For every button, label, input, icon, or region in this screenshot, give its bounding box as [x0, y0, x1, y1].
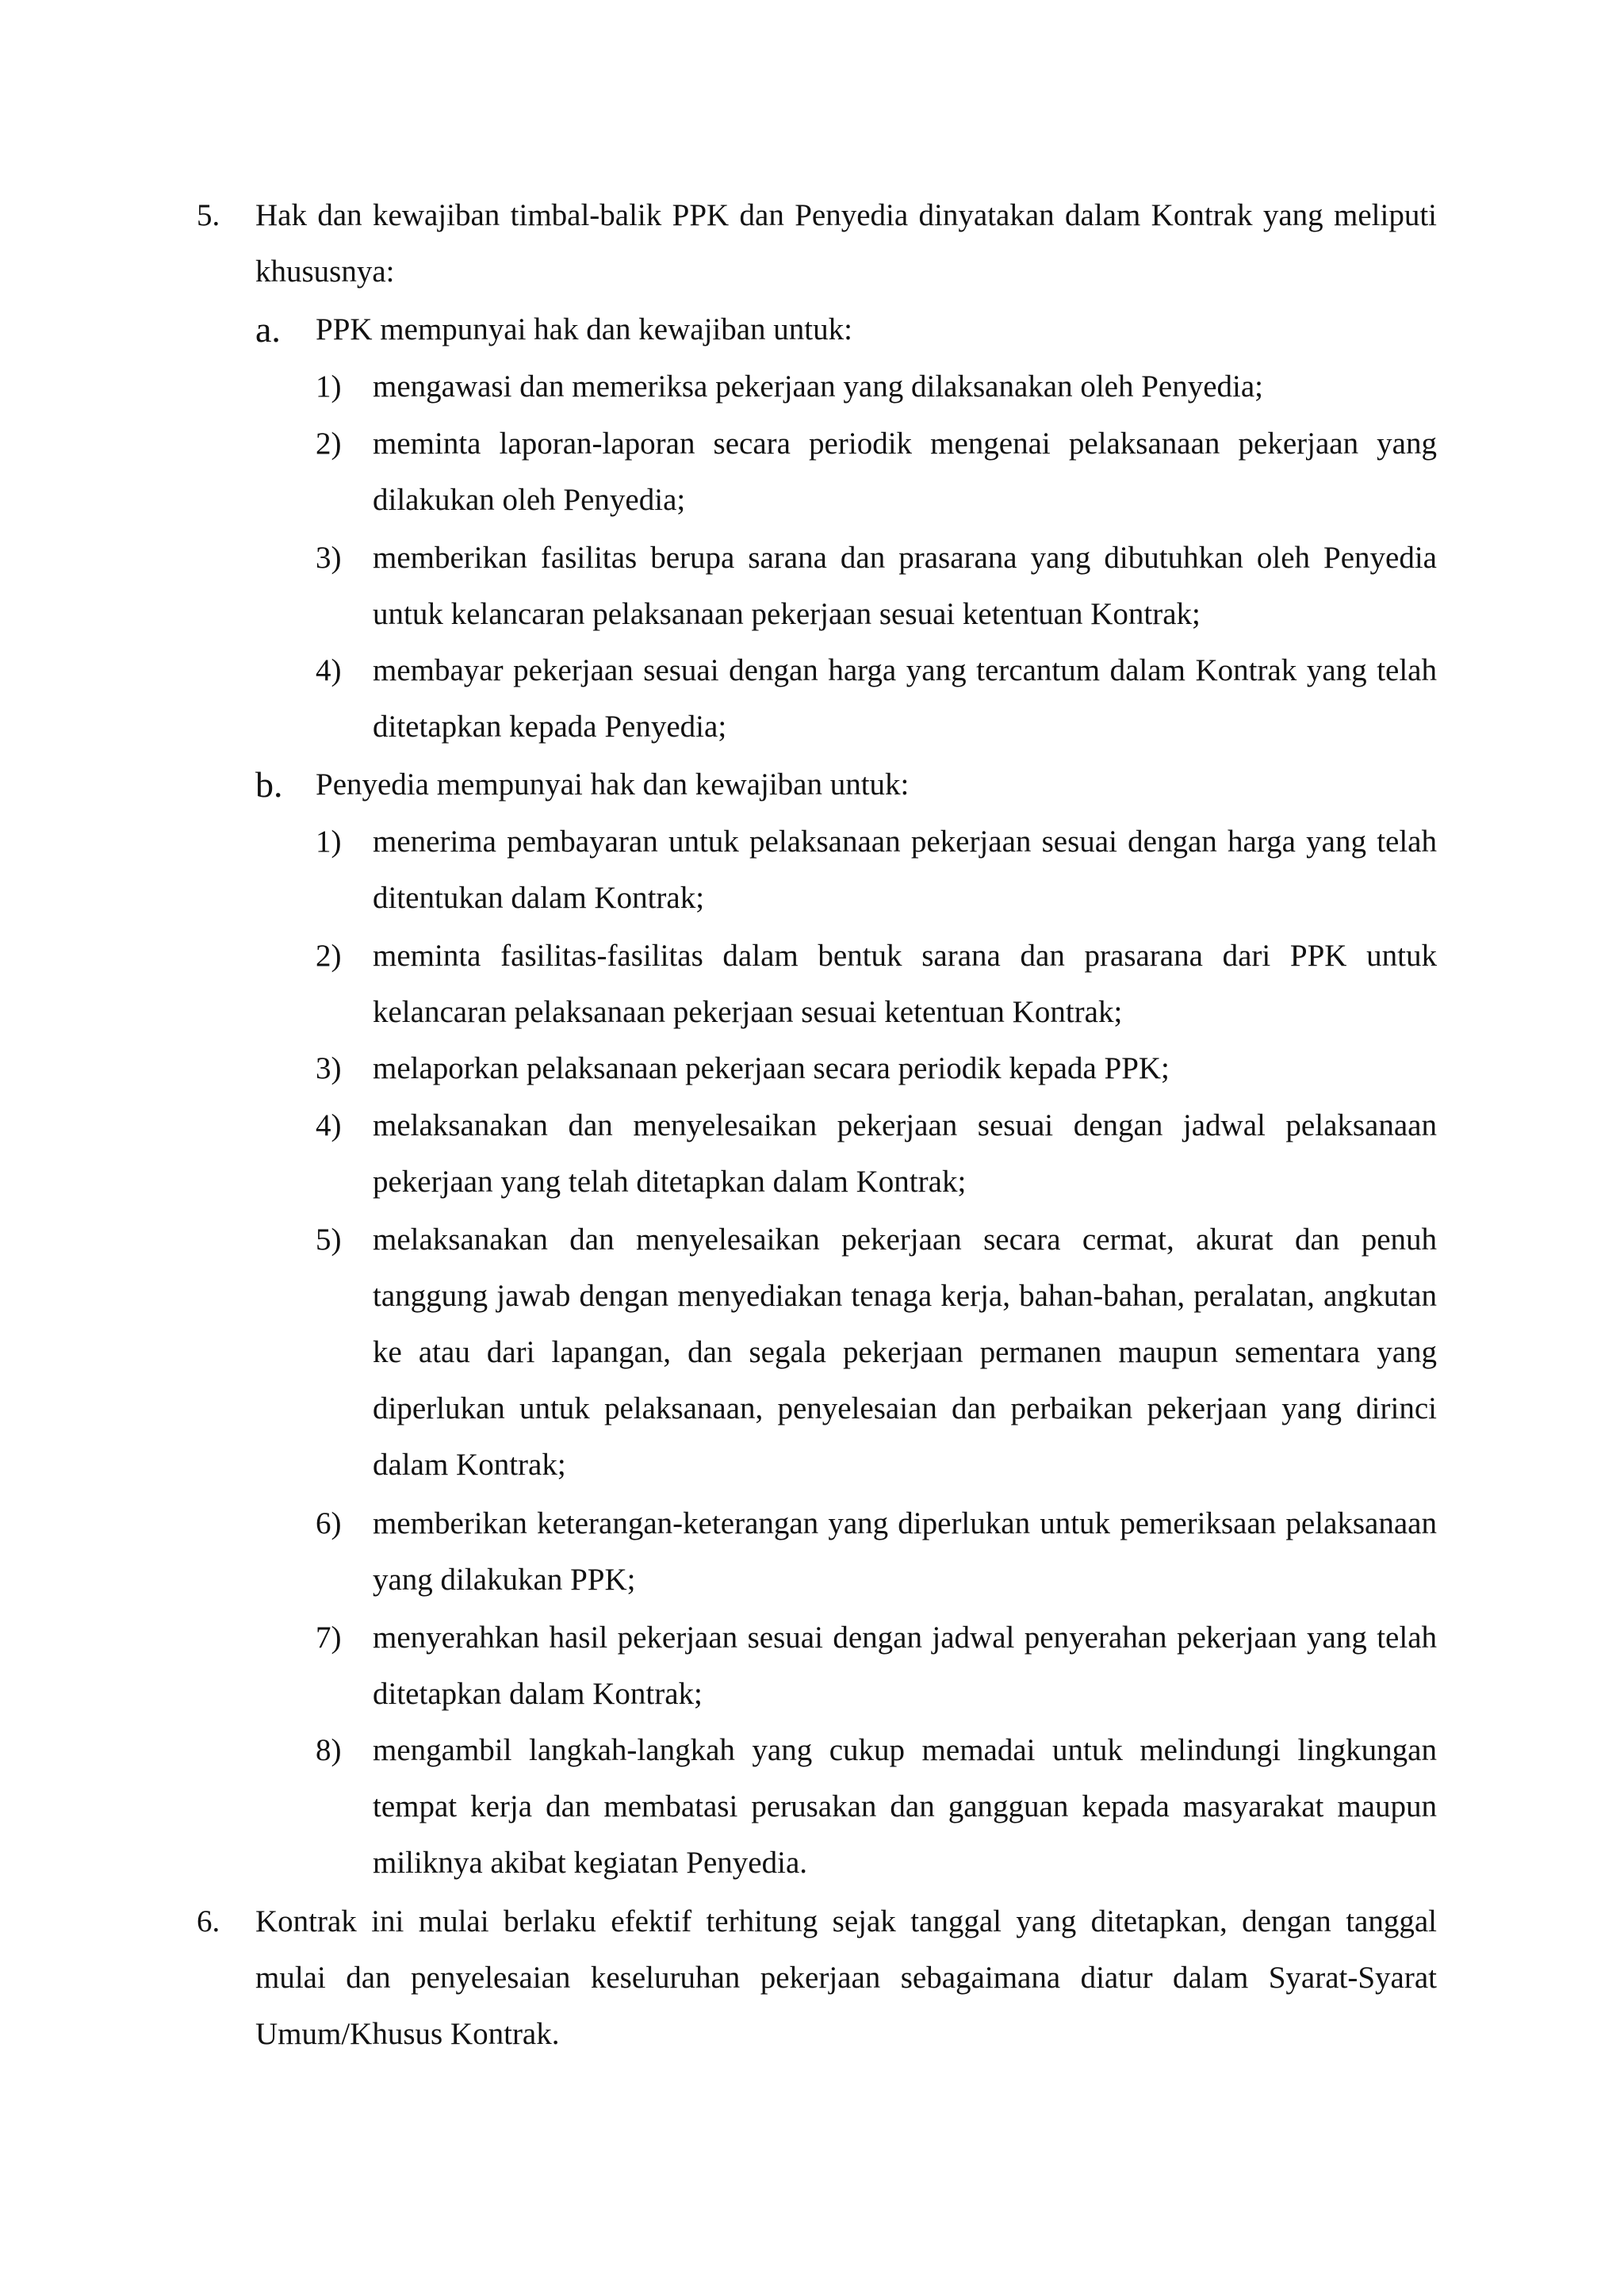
subitem-letter: b. — [255, 764, 283, 805]
subitem-text: PPK mempunyai hak dan kewajiban untuk: — [316, 312, 852, 346]
point-text: membayar pekerjaan sesuai dengan harga yang tercantum dalam Kontrak yang telah ditetapkan kepada Penyedia; — [373, 653, 1437, 744]
point-number: 3) — [316, 1051, 342, 1085]
point-text: melaporkan pelaksanaan pekerjaan secara periodik kepada PPK; — [373, 1051, 1170, 1085]
item-number: 5. — [197, 198, 220, 232]
item-text: Hak dan kewajiban timbal-balik PPK dan Penyedia dinyatakan dalam Kontrak yang meliputi khususnya: — [255, 198, 1437, 289]
point-text: memberikan keterangan-keterangan yang diperlukan untuk pemeriksaan pelaksanaan yang dilakukan PPK; — [373, 1506, 1437, 1597]
point-number: 7) — [316, 1621, 342, 1655]
point-number: 4) — [316, 653, 342, 687]
point-text: meminta fasilitas-fasilitas dalam bentuk sarana dan prasarana dari PPK untuk kelancaran pelaksanaan pekerjaan sesuai ketentuan Kontrak; — [373, 939, 1437, 1029]
point-text: melaksanakan dan menyelesaikan pekerjaan secara cermat, akurat dan penuh tanggung jawab dengan menyediakan tenaga kerja, bahan-bahan, peralatan, angkutan ke atau dari lapangan, dan segala pekerjaan permanen maupun sementara yang diperlukan untuk pelaksanaan, penyelesaian dan perbaikan pekerjaan yang dirinci dalam Kontrak; — [373, 1223, 1437, 1482]
point-text: menerima pembayaran untuk pelaksanaan pekerjaan sesuai dengan harga yang telah ditentukan dalam Kontrak; — [373, 825, 1437, 915]
point-number: 2) — [316, 427, 342, 461]
point-text: memberikan fasilitas berupa sarana dan prasarana yang dibutuhkan oleh Penyedia untuk kelancaran pelaksanaan pekerjaan sesuai ketentuan Kontrak; — [373, 541, 1437, 631]
subitem-letter: a. — [255, 309, 281, 350]
point-text: meminta laporan-laporan secara periodik mengenai pelaksanaan pekerjaan yang dilakukan oleh Penyedia; — [373, 427, 1437, 517]
point-text: mengambil langkah-langkah yang cukup memadai untuk melindungi lingkungan tempat kerja dan membatasi perusakan dan gangguan kepada masyarakat maupun miliknya akibat kegiatan Penyedia. — [373, 1733, 1437, 1880]
point-number: 6) — [316, 1506, 342, 1540]
point-text: menyerahkan hasil pekerjaan sesuai dengan jadwal penyerahan pekerjaan yang telah ditetapkan dalam Kontrak; — [373, 1621, 1437, 1711]
point-number: 5) — [316, 1223, 342, 1257]
point-text: mengawasi dan memeriksa pekerjaan yang dilaksanakan oleh Penyedia; — [373, 369, 1264, 404]
item-number: 6. — [197, 1904, 220, 1938]
point-number: 8) — [316, 1733, 342, 1767]
subitem-text: Penyedia mempunyai hak dan kewajiban untuk: — [316, 767, 910, 802]
point-number: 1) — [316, 369, 342, 404]
point-number: 4) — [316, 1108, 342, 1142]
item-text: Kontrak ini mulai berlaku efektif terhitung sejak tanggal yang ditetapkan, dengan tanggal mulai dan penyelesaian keseluruhan pekerjaan sebagaimana diatur dalam Syarat-Syarat Umum/Khusus Kontrak. — [255, 1904, 1437, 2051]
point-number: 1) — [316, 825, 342, 859]
point-text: melaksanakan dan menyelesaikan pekerjaan sesuai dengan jadwal pelaksanaan pekerjaan yang telah ditetapkan dalam Kontrak; — [373, 1108, 1437, 1199]
point-number: 2) — [316, 939, 342, 973]
point-number: 3) — [316, 541, 342, 575]
